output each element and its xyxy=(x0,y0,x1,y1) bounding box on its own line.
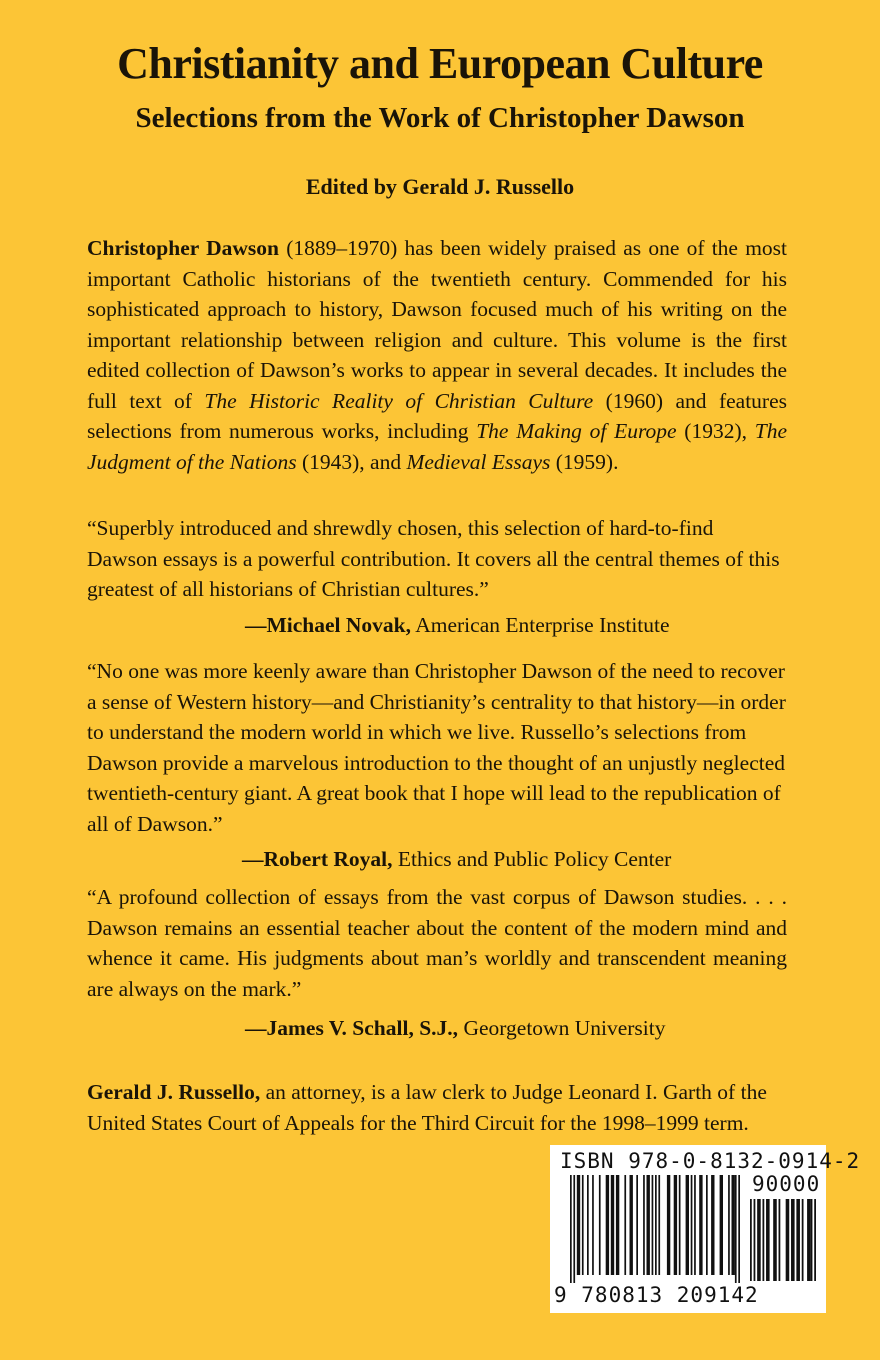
barcode-bar xyxy=(738,1175,740,1283)
barcode-bar xyxy=(582,1175,584,1275)
barcode-bar xyxy=(630,1175,633,1275)
attribution-affiliation: Georgetown University xyxy=(458,1016,666,1040)
barcode-bar xyxy=(652,1175,654,1275)
attribution-author: —Michael Novak, xyxy=(245,613,412,637)
bio-name: Gerald J. Russello, xyxy=(87,1080,261,1104)
barcode-bar xyxy=(606,1175,609,1275)
barcode-bar xyxy=(762,1199,764,1281)
barcode-bar xyxy=(802,1199,804,1281)
barcode-bar xyxy=(750,1199,752,1281)
barcode-bar xyxy=(779,1199,781,1281)
barcode-bar xyxy=(732,1175,735,1275)
barcode-bar xyxy=(679,1175,681,1275)
barcode-bar xyxy=(624,1175,626,1275)
barcode-bar xyxy=(735,1175,737,1283)
price-code: 90000 xyxy=(752,1172,821,1196)
barcode-bar xyxy=(599,1175,601,1275)
addon-barcode xyxy=(750,1199,816,1281)
bio-text: an attorney, is a law clerk to Judge Leonard I. Garth of the United States Court of Appeals for the Third Circuit for the 1998–1999 term. xyxy=(87,1080,767,1135)
barcode-bar xyxy=(791,1199,795,1281)
barcode-bar xyxy=(577,1175,580,1275)
editor-bio xyxy=(87,1077,787,1138)
ean-number: 9 780813 209142 xyxy=(554,1283,759,1307)
barcode-bar xyxy=(814,1199,816,1281)
quote-attribution-novak xyxy=(245,610,670,640)
description-text-1: (1889–1970) has been widely praised as one of the most important Catholic historians of the twentieth century. Commended for his sophisticated approach to history, Dawson focused much of his writing on the important relationship between religion and culture. This volume is the first edited collection of Dawson’s works to appear in several decades. It includes the full text of xyxy=(87,236,788,413)
quote-royal: “No one was more keenly aware than Christopher Dawson of the need to recover a sense of Western history—and Christianity’s centrality to that history—in order to understand the modern world in which we live. Russello’s selections from Dawson provide a marvelous introduction to the thought of an unjustly neglected twentieth-century giant. A great book that I hope will lead to the republication of all of Dawson.” xyxy=(87,659,786,836)
editor-credit: Edited by Gerald J. Russello xyxy=(305,174,575,199)
barcode-bar xyxy=(636,1175,638,1275)
barcode-bar xyxy=(686,1175,689,1275)
book-title-medieval-essays: Medieval Essays xyxy=(406,449,551,474)
barcode-bar xyxy=(573,1175,575,1283)
book-subtitle: Selections from the Work of Christopher Dawson xyxy=(135,102,745,134)
barcode-bar xyxy=(592,1175,594,1275)
barcode-bar xyxy=(674,1175,677,1275)
barcode-bar xyxy=(757,1199,761,1281)
description-lead-name: Christopher Dawson xyxy=(87,236,279,260)
isbn-number: ISBN 978-0-8132-0914-2 xyxy=(560,1149,861,1173)
barcode-bar xyxy=(694,1175,696,1275)
barcode-bar xyxy=(796,1199,800,1281)
description-text-5: (1959). xyxy=(550,449,619,474)
barcode-bar xyxy=(711,1175,714,1275)
barcode-bar xyxy=(691,1175,693,1275)
attribution-affiliation: American Enterprise Institute xyxy=(411,613,670,637)
barcode-bar xyxy=(766,1199,770,1281)
barcode-bar xyxy=(616,1175,619,1275)
barcode-bar xyxy=(667,1175,670,1275)
description-text-4: (1943), and xyxy=(296,449,407,474)
book-title-making-of-europe: The Making of Europe xyxy=(476,419,677,443)
barcode-bar xyxy=(611,1175,614,1275)
attribution-author: —James V. Schall, S.J., xyxy=(245,1016,459,1040)
description-text-2: (1960) and features selections from numerous works, including xyxy=(87,388,787,443)
barcode-bar xyxy=(570,1175,572,1283)
attribution-author: —Robert Royal, xyxy=(242,847,393,871)
book-description xyxy=(87,233,787,477)
quote-attribution-royal xyxy=(242,844,671,874)
barcode-bar xyxy=(647,1175,650,1275)
barcode-bar xyxy=(658,1175,660,1275)
barcode-bar xyxy=(786,1199,790,1281)
book-title-judgment-of-nations: The Judgment of the Nations xyxy=(87,419,787,474)
barcode-bar xyxy=(811,1199,813,1281)
barcode-bar xyxy=(754,1199,756,1281)
quote-schall: “A profound collection of essays from the vast corpus of Dawson studies. . . . Dawson remains an essential teacher about the content of the modern mind and whence it came. His judgments about man’s worldly and transcendent meaning are always on the mark.” xyxy=(87,885,787,1001)
barcode-bar xyxy=(773,1199,777,1281)
barcode-bar xyxy=(643,1175,645,1275)
book-title-historic-reality: The Historic Reality of Christian Culture xyxy=(204,388,594,413)
barcode-bar xyxy=(699,1175,702,1275)
attribution-affiliation: Ethics and Public Policy Center xyxy=(392,847,672,871)
barcode-bar xyxy=(720,1175,723,1275)
book-title: Christianity and European Culture xyxy=(117,39,763,88)
barcode-bar xyxy=(655,1175,657,1275)
description-text-3: (1932), xyxy=(676,419,755,443)
ean-barcode xyxy=(570,1175,740,1283)
barcode-bar xyxy=(807,1199,811,1281)
quote-attribution-schall xyxy=(245,1013,665,1043)
barcode-bar xyxy=(728,1175,730,1275)
barcode-bar xyxy=(587,1175,589,1275)
barcode-block xyxy=(550,1145,861,1313)
quote-novak: “Superbly introduced and shrewdly chosen, this selection of hard-to-find Dawson essays is a powerful contribution. It covers all the central themes of this greatest of all historians of Christian cultures.” xyxy=(87,516,780,601)
barcode-bar xyxy=(706,1175,708,1275)
